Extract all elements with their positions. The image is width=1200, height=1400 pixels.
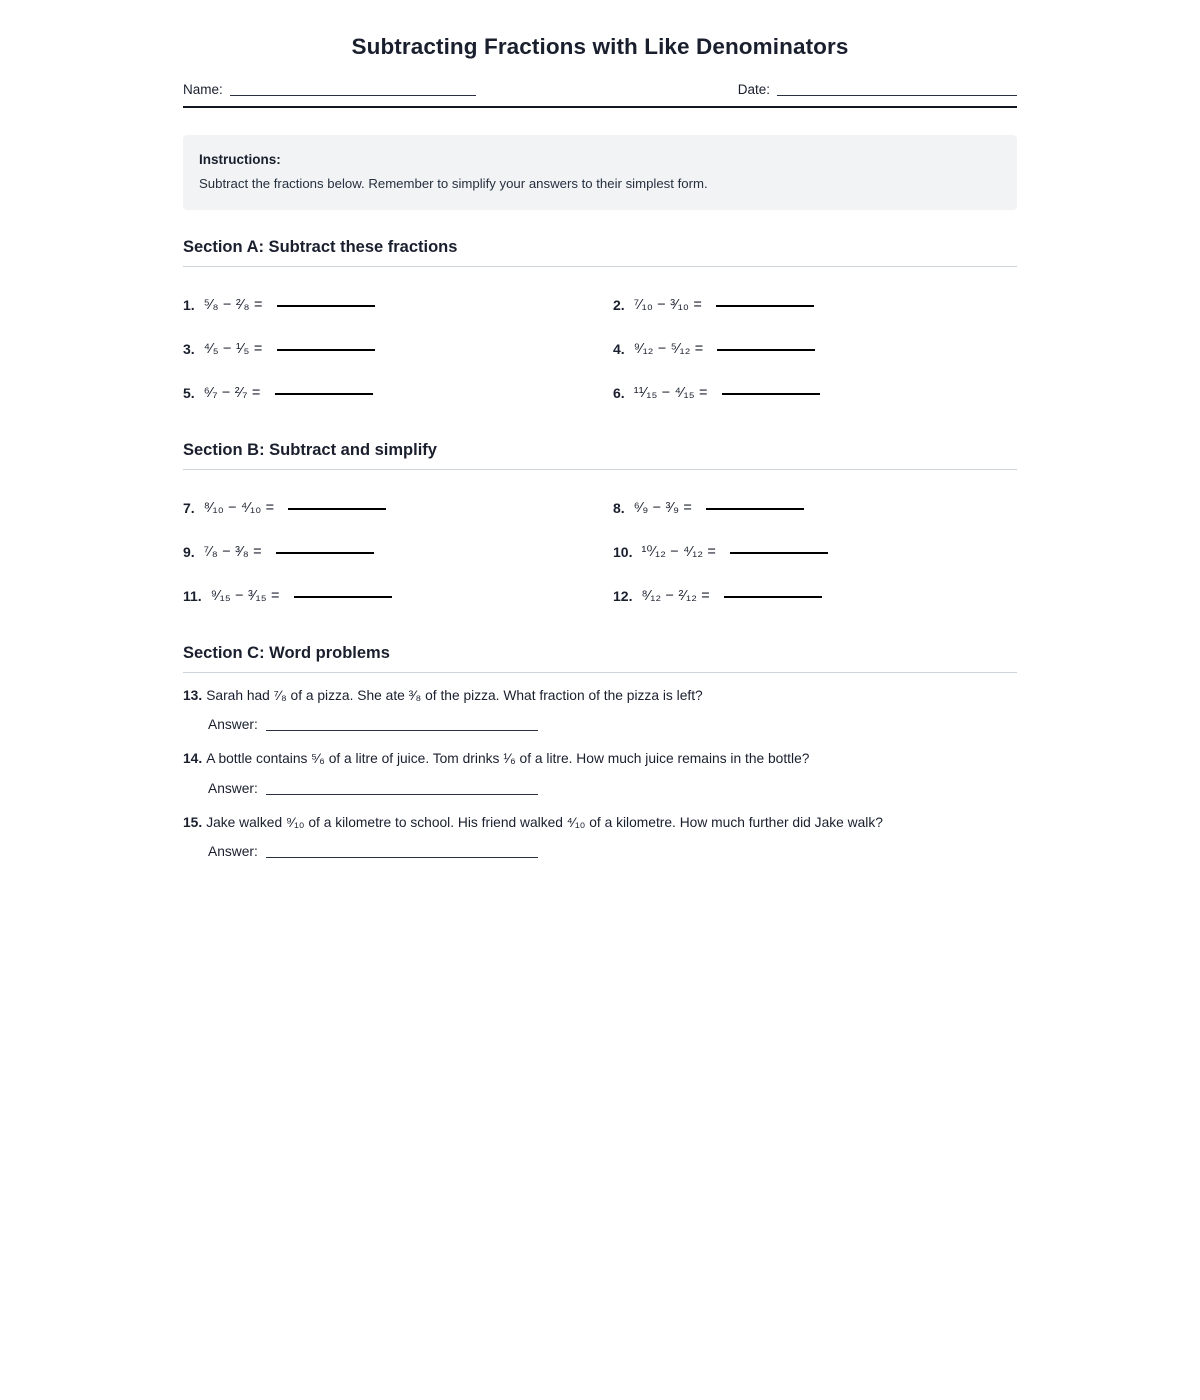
date-label: Date: bbox=[737, 82, 770, 97]
word-problem-15 bbox=[183, 814, 1017, 859]
date-input-rule[interactable] bbox=[777, 94, 1017, 96]
problem-1-answer-blank[interactable] bbox=[277, 305, 375, 307]
instructions-text: Subtract the fractions below. Remember to simplify your answers to their simplest form. bbox=[199, 175, 708, 191]
problem-3-number: 3. bbox=[183, 340, 195, 357]
header-divider bbox=[183, 106, 1017, 108]
problem-7-number: 7. bbox=[183, 499, 195, 516]
word-problem-13-number: 13. bbox=[183, 687, 203, 703]
worksheet-content bbox=[183, 0, 1017, 859]
problem-12 bbox=[613, 574, 1017, 618]
answer-blank-15[interactable] bbox=[266, 856, 538, 858]
problem-12-number: 12. bbox=[613, 587, 633, 604]
name-date-row bbox=[183, 83, 1017, 97]
section-b-heading: Section B: Subtract and simplify bbox=[183, 441, 1017, 470]
section-a bbox=[183, 238, 1017, 415]
date-field[interactable] bbox=[738, 83, 1017, 97]
problem-12-answer-blank[interactable] bbox=[724, 596, 822, 598]
word-problem-13-body: Sarah had ⁷⁄₈ of a pizza. She ate ³⁄₈ of the pizza. What fraction of the pizza is left? bbox=[206, 687, 703, 703]
section-a-heading: Section A: Subtract these fractions bbox=[183, 238, 1017, 267]
word-problem-14-number: 14. bbox=[183, 751, 203, 767]
problem-3-answer-blank[interactable] bbox=[277, 349, 375, 351]
problem-3-expression: ⁴⁄₅ − ¹⁄₅ = bbox=[203, 340, 263, 357]
problem-4-number: 4. bbox=[613, 340, 625, 357]
problem-2-expression: ⁷⁄₁₀ − ³⁄₁₀ = bbox=[633, 296, 703, 313]
problem-8-answer-blank[interactable] bbox=[706, 508, 804, 510]
problem-5-expression: ⁶⁄₇ − ²⁄₇ = bbox=[203, 384, 261, 401]
problem-8-number: 8. bbox=[613, 499, 625, 516]
problem-11-expression: ⁹⁄₁₅ − ³⁄₁₅ = bbox=[210, 587, 280, 604]
problem-9-expression: ⁷⁄₈ − ³⁄₈ = bbox=[203, 543, 262, 560]
problem-2-answer-blank[interactable] bbox=[716, 305, 814, 307]
word-problem-14 bbox=[183, 750, 1017, 795]
name-label: Name: bbox=[183, 82, 223, 97]
page-title: Subtracting Fractions with Like Denominators bbox=[351, 34, 849, 59]
answer-label-13: Answer: bbox=[208, 717, 258, 733]
word-problem-list bbox=[183, 687, 1017, 859]
word-problem-13-text bbox=[183, 687, 1017, 706]
problem-6-answer-blank[interactable] bbox=[722, 393, 820, 395]
problem-10-number: 10. bbox=[613, 543, 633, 560]
section-a-problem-grid bbox=[183, 283, 1017, 415]
answer-label-15: Answer: bbox=[208, 844, 258, 860]
name-field[interactable] bbox=[183, 83, 476, 97]
problem-5 bbox=[183, 371, 613, 415]
problem-7-expression: ⁸⁄₁₀ − ⁴⁄₁₀ = bbox=[203, 499, 275, 516]
word-problem-14-answer-row[interactable] bbox=[208, 782, 1017, 796]
problem-11 bbox=[183, 574, 613, 618]
problem-10-answer-blank[interactable] bbox=[730, 552, 828, 554]
problem-12-expression: ⁸⁄₁₂ − ²⁄₁₂ = bbox=[641, 587, 710, 604]
problem-2 bbox=[613, 283, 1017, 327]
problem-3 bbox=[183, 327, 613, 371]
problem-6 bbox=[613, 371, 1017, 415]
problem-1-number: 1. bbox=[183, 296, 195, 313]
answer-blank-13[interactable] bbox=[266, 729, 538, 731]
problem-9 bbox=[183, 530, 613, 574]
problem-6-expression: ¹¹⁄₁₅ − ⁴⁄₁₅ = bbox=[633, 384, 708, 401]
word-problem-14-body: A bottle contains ⁵⁄₆ of a litre of juice. Tom drinks ¹⁄₆ of a litre. How much juice remains in the bottle? bbox=[206, 751, 810, 767]
problem-11-number: 11. bbox=[183, 587, 202, 604]
problem-5-answer-blank[interactable] bbox=[275, 393, 373, 395]
problem-9-answer-blank[interactable] bbox=[276, 552, 374, 554]
problem-11-answer-blank[interactable] bbox=[294, 596, 392, 598]
problem-4 bbox=[613, 327, 1017, 371]
problem-7-answer-blank[interactable] bbox=[288, 508, 386, 510]
section-c bbox=[183, 644, 1017, 859]
problem-7 bbox=[183, 486, 613, 530]
section-c-heading: Section C: Word problems bbox=[183, 644, 1017, 673]
word-problem-13-answer-row[interactable] bbox=[208, 718, 1017, 732]
word-problem-15-answer-row[interactable] bbox=[208, 845, 1017, 859]
answer-label-14: Answer: bbox=[208, 780, 258, 796]
answer-blank-14[interactable] bbox=[266, 793, 538, 795]
problem-1 bbox=[183, 283, 613, 327]
instructions-box bbox=[183, 135, 1017, 210]
problem-6-number: 6. bbox=[613, 384, 625, 401]
word-problem-14-text bbox=[183, 750, 1017, 769]
problem-10-expression: ¹⁰⁄₁₂ − ⁴⁄₁₂ = bbox=[641, 543, 717, 560]
problem-2-number: 2. bbox=[613, 296, 625, 313]
word-problem-15-text bbox=[183, 814, 1017, 833]
section-b-problem-grid bbox=[183, 486, 1017, 618]
word-problem-15-number: 15. bbox=[183, 814, 203, 830]
problem-8 bbox=[613, 486, 1017, 530]
section-b bbox=[183, 441, 1017, 618]
problem-4-expression: ⁹⁄₁₂ − ⁵⁄₁₂ = bbox=[633, 340, 704, 357]
problem-4-answer-blank[interactable] bbox=[717, 349, 815, 351]
problem-9-number: 9. bbox=[183, 543, 195, 560]
problem-1-expression: ⁵⁄₈ − ²⁄₈ = bbox=[203, 296, 263, 313]
word-problem-15-body: Jake walked ⁹⁄₁₀ of a kilometre to school. His friend walked ⁴⁄₁₀ of a kilometre. How much further did Jake walk? bbox=[206, 814, 883, 830]
name-input-rule[interactable] bbox=[230, 94, 476, 96]
problem-5-number: 5. bbox=[183, 384, 195, 401]
word-problem-13 bbox=[183, 687, 1017, 732]
problem-10 bbox=[613, 530, 1017, 574]
problem-8-expression: ⁶⁄₉ − ³⁄₉ = bbox=[633, 499, 693, 516]
instructions-heading: Instructions: bbox=[199, 151, 281, 167]
